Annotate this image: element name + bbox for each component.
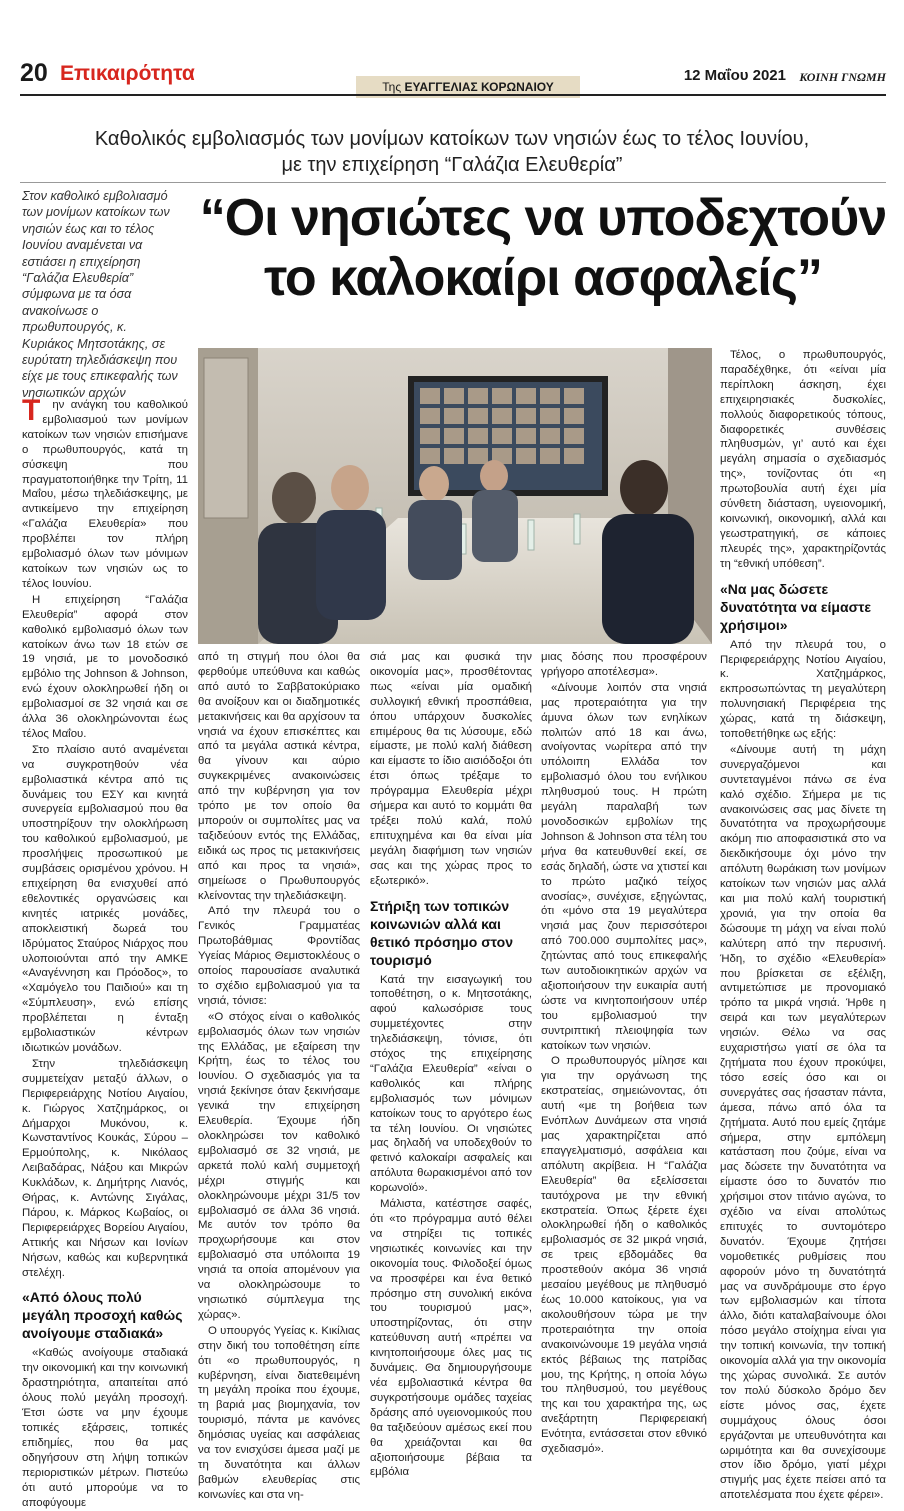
paragraph: Μάλιστα, κατέστησε σαφές, ότι «το πρόγραμμα αυτό θέλει να στηρίξει τις τοπικές νησιωτικές κοινωνίες και την οικονομία τους. Φιλοδοξεί όμως να προσφέρει και ένα θετικό πρόσημο στη συνολική εικόνα του τουρισμού μας», υποστηρίζοντας, ότι στην κατεύθυνση αυτή «πρέπει να κινητοποιήσουμε όλες μας τις δυνάμεις. Θα δημιουργήσουμε νέα εμβολιαστικά κέντρα θα συγκροτήσουμε ομάδες ταχείας δράσης από υγειονομικούς που θα ταξιδεύουν αμέσως εκεί που θα χρειάζονται και θα αξιοποιήσουμε βέβαια τα εμβόλια xyxy=(370,1198,532,1479)
kicker-line-2: με την επιχείρηση “Γαλάζια Ελευθερία” xyxy=(281,154,623,176)
paragraph: Στην τηλεδιάσκεψη συμμετείχαν μεταξύ άλλων, ο Περιφερειάρχης Νοτίου Αιγαίου, κ. Γιώργος Χατζημάρκος, οι Δήμαρχοι Μυκόνου, κ. Κωνσταντίνος Κουκάς, Σύρου – Ερμούπολης, κ. Νικόλαος Λειβαδάρας, Νάξου και Μικρών Κυκλάδων, κ. Δημήτρης Λιανός, Θήρας, κ. Αντώνης Σιγάλας, Πάρου, κ. Μάρκος Κωβαίος, οι Περιφερειάρχες Βορείου Αιγαίου, Αττικής και Νήσων και Ιονίων Νήσων, καθώς και κυβερνητικά στελέχη. xyxy=(22,1057,188,1279)
paragraph: Από την πλευρά του ο Γενικός Γραμματέας Πρωτοβάθμιας Φροντίδας Υγείας Μάριος Θεμιστοκλέους ο οποίος παρουσίασε αναλυτικά το σχέδιο εμβολιασμού για τα νησιά, τόνισε: xyxy=(198,905,360,1007)
kicker xyxy=(40,126,864,178)
subheading: «Από όλους πολύ μεγάλη προσοχή καθώς ανοίγουμε σταδιακά» xyxy=(22,1289,183,1342)
header-rule xyxy=(20,94,886,96)
paragraph: «Ο στόχος είναι ο καθολικός εμβολιασμός όλων των νησιών της Ελλάδας, με εξαίρεση την Κρήτη, έως το τέλος του Ιουνίου. Ο σχεδιασμός για τα νησιά ξεκίνησε όταν ξεκινήσαμε γενικά την επιχείρηση Ελευθερία. Έχουμε ήδη ολοκληρώσει τον καθολικό εμβολιασμό σε 32 νησιά, με αρκετά πολύ καλή συμμετοχή μέχρι στιγμής και ολοκληρώνουμε μέχρι 31/5 τον εμβολιασμό σε άλλα 36 νησιά. Με αυτόν τον τρόπο θα προχωρήσουμε και στον εμβολιασμό στα υπόλοιπα 19 νησιά τα οποία απομένουν για να ολοκληρώσουμε το νησιωτικό σύμπλεγμα της χώρας». xyxy=(198,1010,360,1321)
byline-prefix: Της xyxy=(382,80,402,94)
paragraph: Ο υπουργός Υγείας κ. Κικίλιας στην δική του τοποθέτηση είπε ότι «ο πρωθυπουργός, η κυβέρνηση, είναι διατεθειμένη τη μεγάλη προίκα που έχουμε, τη βαριά μας βιομηχανία, τον τουρισμό, πάντα με κανόνες δημόσιας υγείας και ασφάλειας να τον ενισχύσει άμεσα μαζί με τη δυνατότητα και άλλων βαθμών ελευθερίας στις κοινωνίες και στα νη- xyxy=(198,1324,360,1501)
article-column-2 xyxy=(198,650,360,1504)
intro-summary: Στον καθολικό εμβολιασμό των μονίμων κατοίκων των νησιών έως και το τέλος Ιουνίου αναμένεται να εστιάσει η επιχείρηση “Γαλάζια Ελευθερία” σύμφωνα με τα όσα ανακοίνωσε ο πρωθυπουργός, κ. Κυριάκος Μητσοτάκης, σε ευρύτατη τηλεδιάσκεψη που είχε με τους επικεφαλής των νησιωτικών αρχών xyxy=(22,189,178,400)
page-header xyxy=(20,56,886,96)
issue-date: 12 Μαΐου 2021 xyxy=(683,67,786,84)
kicker-line-1: Καθολικός εμβολιασμός των μονίμων κατοίκων των νησιών έως το τέλος Ιουνίου, xyxy=(94,128,810,150)
headline-line-2: το καλοκαίρι ασφαλείς” xyxy=(264,249,822,307)
paragraph: «Δίνουμε αυτή τη μάχη συνεργαζόμενοι και συντεταγμένοι πάνω σε ένα καλό σχέδιο. Σήμερα με τις ανακοινώσεις σας μας δίνετε τη δυνατότητα να προχωρήσουμε ακόμη πιο αποφασιστικά στο να διεκδικήσουμε όχι μόνο την απόλυτη θωράκιση των μονίμων κατοίκων των νησιών μας αλλά και μια πολύ καλή τουριστική χρονιά, για την οποία θα δώσουμε τη μάχη να είναι πολύ καλύτερη από την περυσινή. Ήδη, το σχέδιο «Ελευθερία» που βρίσκεται σε εξέλιξη, αντιμετώπισε με προνομιακό τρόπο τα μικρά νησιά. Ήρθε η σειρά και των μεγαλύτερων νησιών. Θέλω να σας ευχαριστήσω γιατί σε όλα τα ζητήματα που έχουν προκύψει, τόσο εσείς όσο και οι συνεργάτες σας ήσασταν πάντα, άμεσα, πάνω από όλα τα ζητήματα. Αυτό που εμείς ζητάμε σήμερα, στην εμπόλεμη κατάσταση που ζούμε, είναι να μας δώσετε την δυνατότητα να είμαστε όσο το δυνατόν πιο χρήσιμοι στον τιτάνιο αγώνα, το σχέδιο να είναι απολύτως επιτυχές το συντομότερο δυνατόν. Έχουμε ζητήσει νομοθετικές ρυθμίσεις που αφορούν μόνο τη δυνατότητά μας να συνδράμουμε στο έργο των εμβολιασμών και τίποτα άλλο, διότι καταλαβαίνουμε όλοι πόσο μεγάλο στοίχημα είναι για την τοπική κοινωνία, την τοπική οικονομία αλλά για την οικονομία της χώρας συνολικά. Σε αυτόν τον πολύ δύσκολο δρόμο δεν είστε μόνος σας, έχετε συμμάχους όλους όσοι εργάζονται με υπευθυνότητα και ωριμότητα και θα συνεχίσουμε στον ίδιο δρόμο, γιατί μέχρι στιγμής μας έχετε πείσει από τα αποτελέσματα που έχετε φέρει». xyxy=(720,743,886,1502)
section-title: Επικαιρότητα xyxy=(60,62,195,85)
page-number: 20 xyxy=(20,59,48,87)
byline-author: ΕΥΑΓΓΕΛΙΑΣ ΚΟΡΩΝΑΙΟΥ xyxy=(404,80,554,94)
subheading: «Να μας δώσετε δυνατότητα να είμαστε χρήσιμοι» xyxy=(720,580,872,633)
paragraph: Την ανάγκη του καθολικού εμβολιασμού των μονίμων κατοίκων των νησιών επισήμανε ο πρωθυπουργός, κατά τη σύσκεψη που πραγματοποιήθηκε την Τρίτη, 11 Μαΐου, μέσω τηλεδιάσκεψης, με αντικείμενο την επιχείρηση «Γαλάζια Ελευθερία» που προβλέπει τον πλήρη εμβολιασμό όλων των μόνιμων κατοίκων των νησιών ως το τέλος Ιουνίου. xyxy=(22,394,188,590)
headline xyxy=(196,188,890,308)
paragraph: Ο πρωθυπουργός μίλησε και για την οργάνωση της εκστρατείας, σημειώνοντας, ότι αυτή «με τη βοήθεια των Ενόπλων Δυνάμεων στα νησιά μας χαρακτηρίζεται από επαγγελματισμό, ασφάλεια και απόλυτη ακρίβεια. Η “Γαλάζια Ελευθερία” θα εξελίσσεται ταυτόχρονα με την εθνική εκστρατεία. Όπως ξέρετε έχει ολοκληρωθεί ήδη ο καθολικός εμβολιασμός σε 32 μικρά νησιά, σε τρεις εβδομάδες θα προστεθούν ακόμα 36 νησιά μεσαίου μεγέθους με πληθυσμό έως 10.000 κατοίκους, για να ακολουθήσουν τώρα με την προτεραιότητα την οποία ανακοινώνουμε 19 μεγάλα νησιά εκτός βέβαιως της πατρίδας μου, της Κρήτης, η οποία λόγω του πληθυσμού, του μεγέθους της και του χαρακτήρα της, ως ανεξάρτητη Περιφερειακή Ενότητα, εντάσσεται στον εθνικό σχεδιασμό». xyxy=(541,1055,707,1456)
newspaper-name: ΚΟΙΝΗ ΓΝΩΜΗ xyxy=(799,70,886,84)
subheading: Στήριξη των τοπικών κοινωνιών αλλά και θετικό πρόσημο στον τουρισμό xyxy=(370,897,513,968)
teleconference-photo xyxy=(198,348,712,644)
paragraph: Από την πλευρά του, ο Περιφερειάρχης Νοτίου Αιγαίου, κ. Χατζημάρκος, εκπροσωπώντας τη μεγαλύτερη πολυνησιακή Περιφέρεια της χώρας, κατά τη διάσκεψη, τοποθετήθηκε ως εξής: xyxy=(720,638,886,741)
article-photo xyxy=(198,348,712,644)
kicker-rule xyxy=(20,182,886,183)
paragraph: σιά μας και φυσικά την οικονομία μας», προσθέτοντας πως «είναι μία ομαδική συλλογική εθνική προσπάθεια, όπου υπάρχουν δυσκολίες επιμέρους θα τις λύσουμε, εδώ είμαστε, με πολύ καλή διάθεση και είμαστε το ίδιο αισιόδοξοι ότι έτσι όπως τρέξαμε το πρόγραμμα Ελευθερία μέχρι σήμερα και αυτό το κομμάτι θα τρέξει πολύ καλά, πολύ επιτυχημένα και θα είναι μία μεγάλη διαφήμιση των νησιών σας και της χώρας προς το εξωτερικό». xyxy=(370,651,532,887)
article-column-1 xyxy=(22,394,188,1511)
paragraph: Η επιχείρηση “Γαλάζια Ελευθερία” αφορά στον καθολικό εμβολιασμό όλων των κατοίκων άνω των 18 ετών σε 19 νησιά, με το μονοδοσικό εμβόλιο της Johnson & Johnson, ενώ έχουν ολοκληρωθεί ήδη οι εμβολιασμοί σε 32 νησιά και σε άλλα 36 ολοκληρώνονται έως τέλος Μαΐου. xyxy=(22,593,188,740)
paragraph: Κατά την εισαγωγική του τοποθέτηση, ο κ. Μητσοτάκης, αφού καλωσόρισε τους συμμετέχοντες στην τηλεδιάσκεψη, τόνισε, ότι στόχος της επιχείρησης “Γαλάζια Ελευθερία” «είναι ο καθολικός και πλήρης εμβολιασμός των μόνιμων κατοίκων τους το αργότερο έως τα τέλη Ιουνίου. Οι νησιώτες μας δηλαδή να υποδεχθούν το φετινό καλοκαίρι ασφαλείς και απόλυτα θωρακισμένοι από τον κορωνοϊό». xyxy=(370,973,532,1195)
headline-line-1: “Οι νησιώτες να υποδεχτούν xyxy=(199,189,887,247)
paragraph: μιας δόσης που προσφέρουν γρήγορο αποτέλεσμα». xyxy=(541,651,707,678)
article-column-5 xyxy=(720,348,886,1504)
paragraph: Στο πλαίσιο αυτό αναμένεται να συγκροτηθούν νέα εμβολιαστικά κέντρα από τις δυνάμεις του ΕΣΥ και κινητά συνεργεία εμβολιασμού που θα υποστηρίξουν την ολοκλήρωση του καθολικού εμβολιασμού, με προσλήψεις προσωπικού με συμβάσεις ορισμένου χρόνου. Η επιχείρηση θα ενισχυθεί από εθελοντικές οργανώσεις και κινητές ιατρικές μονάδες, αποκλειστική δωρεά του Ιδρύματος Σταύρος Νιάρχος που υλοποιούνται από την ΑΜΚΕ «Αναγέννηση και Πρόοδος», το «Χαμόγελο του Παιδιού» και τη «Σύμπλευση», ενώ επίσης προβλέπεται η ένταξη εμβολιαστικών κέντρων ιδιωτικών μονάδων. xyxy=(22,743,188,1054)
paragraph: Τέλος, ο πρωθυπουργός, παραδέχθηκε, ότι «είναι μία περίπλοκη άσκηση, έχει επιχειρησιακές δυσκολίες, πολλούς διαφορετικούς τόπους, διαφορετικές συνθέσεις πληθυσμών, γι’ αυτό και έχει μεγάλη σημασία ο σχεδιασμός της», τονίζοντας ότι «η πρωτοβουλία αυτή έχει μία σύνθετη διάσταση, υγειονομική, κοινωνική, οικονομική, αλλά και γεωστρατηγική, σε κάποιες πλευρές της», χαρακτηρίζοντάς τη “εθνική υπόθεση”. xyxy=(720,349,886,570)
paragraph: «Καθώς ανοίγουμε σταδιακά την οικονομική και την κοινωνική δραστηριότητα, απαιτείται από όλους πολύ μεγάλη προσοχή. Έτσι ώστε να μην έχουμε τοπικές εξάρσεις, τοπικές επιδημίες, που θα μας οδηγήσουν στη λήψη τοπικών περιοριστικών μέτρων. Πιστεύω ότι αυτό μπορούμε να το αποφύγουμε xyxy=(22,1347,188,1509)
article-column-4 xyxy=(541,650,707,1458)
paragraph: από τη στιγμή που όλοι θα φερθούμε υπεύθυνα και καθώς από αυτό το Σαββατοκύριακο θα ανοίξουν και οι διαδημοτικές μετακινήσεις και θα αρχίσουν τα νησιά να έχουν επισκέπτες και από τα μεγάλα αστικά κέντρα, θα γίνουν και αύριο συγκεκριμένες ανακοινώσεις από την κυβέρνηση για τον τρόπο με τον οποίο θα μπορούν οι συμπολίτες μας να ταξιδεύουν εντός της Ελλάδας, ειδικά ως προς τις μετακινήσεις από και προς τα νησιά», σημείωσε ο Πρωθυπουργός κλείνοντας την τηλεδιάσκεψη. xyxy=(198,651,360,902)
paragraph: «Δίνουμε λοιπόν στα νησιά μας προτεραιότητα για την άμυνα όλων των ενηλίκων πολιτών από 18 και άνω, ανοίγοντας νωρίτερα από την υπόλοιπη Ελλάδα τον εμβολιασμό όλου του ενήλικου πληθυσμού τους. Η πρώτη μεγάλη παραλαβή των μονοδοσικών εμβολίων της Johnson & Johnson στα τέλη του μήνα θα κατευθυνθεί εκεί, σε εσάς δηλαδή, ώστε να χτιστεί και το πρώτο μαζικό τείχος ανοσίας», συνέχισε, εξηγώντας, ότι «μόνο στα 19 μεγαλύτερα νησιά μας ζουν περισσότεροι από 700.000 συμπολίτες μας», ζητώντας από τους επικεφαλής των αυτοδιοικητικών αρχών να αξιοποιήσουν την ευκαιρία αυτή ώστε να κινητοποιήσουν υπέρ του εμβολιασμού την συντριπτική πλειοψηφία των κατοίκων των νησιών. xyxy=(541,681,708,1052)
article-column-3 xyxy=(370,650,532,1481)
